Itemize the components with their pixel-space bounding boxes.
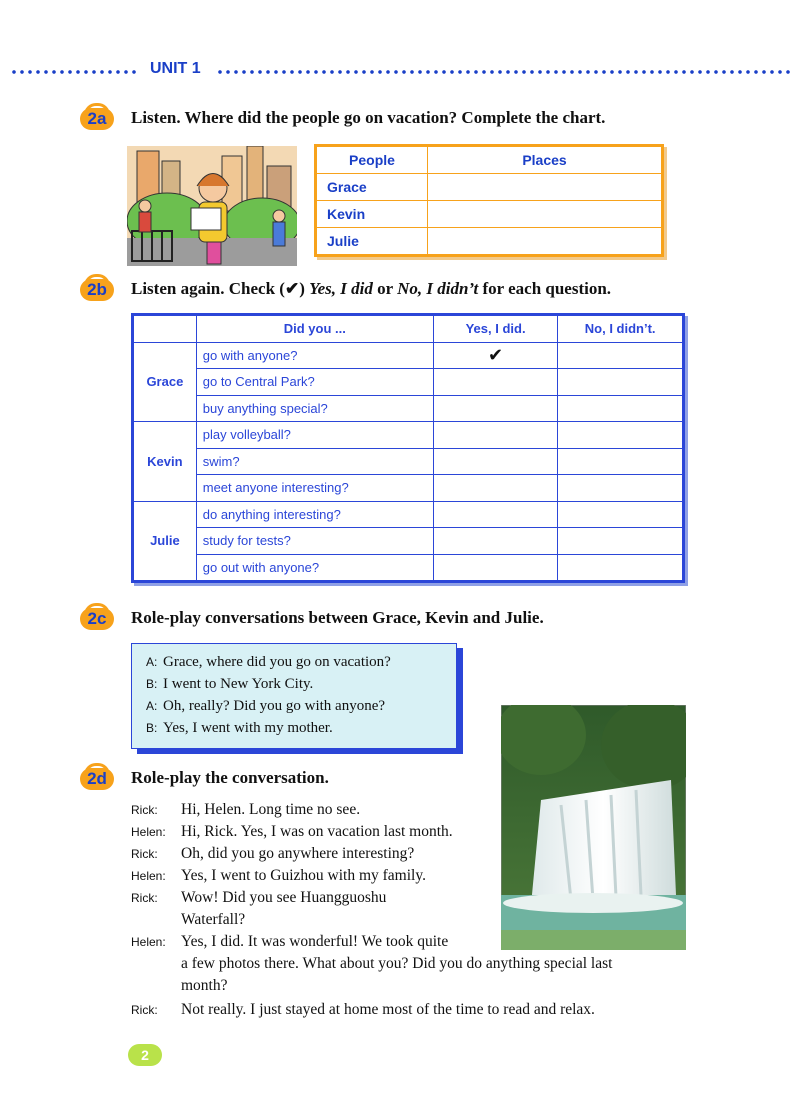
table-2b <box>131 313 685 583</box>
table-2b-no-cell[interactable] <box>558 342 684 369</box>
table-2b-question: do anything interesting? <box>196 501 433 528</box>
badge-2b: 2b <box>80 279 114 301</box>
instruction-2d: Role-play the conversation. <box>131 768 329 787</box>
header-dots-left <box>10 70 140 74</box>
table-2b-yes-cell[interactable] <box>433 448 557 475</box>
dialogue-line: Waterfall? <box>181 911 246 928</box>
badge-2a: 2a <box>80 108 114 130</box>
table-row <box>133 342 684 369</box>
table-2b-no-cell[interactable] <box>558 501 684 528</box>
table-2b-header-question: Did you ... <box>196 315 433 343</box>
speaker-label: Helen: <box>131 825 166 839</box>
table-2b-question: meet anyone interesting? <box>196 475 433 502</box>
table-2b-no-cell[interactable] <box>558 475 684 502</box>
table-2b-header-no: No, I didn’t. <box>558 315 684 343</box>
table-2b-no-cell[interactable] <box>558 528 684 555</box>
instruction-2b: Listen again. Check (✔) Yes, I did or No, I didn’t for each question. <box>131 279 612 298</box>
table-2b-question: play volleyball? <box>196 422 433 449</box>
conversation-2c-box <box>131 643 457 749</box>
conversation-line: B: Yes, I went with my mother. <box>146 720 333 736</box>
table-2b-yes-cell[interactable] <box>433 475 557 502</box>
chart-2a-place-input[interactable] <box>428 201 663 228</box>
chart-2a-header-places: Places <box>428 146 663 174</box>
table-2b-no-cell[interactable] <box>558 554 684 582</box>
unit-label: UNIT 1 <box>150 60 201 77</box>
dialogue-line: Hi, Rick. Yes, I was on vacation last month. <box>181 823 453 840</box>
speaker-label: Rick: <box>131 891 158 905</box>
table-2b-header-blank <box>133 315 197 343</box>
table-2b-no-cell[interactable] <box>558 422 684 449</box>
table-2b-no-cell[interactable] <box>558 448 684 475</box>
table-row <box>133 554 684 582</box>
dialogue-line: month? <box>181 977 228 994</box>
dialogue-line: Yes, I went to Guizhou with my family. <box>181 867 426 884</box>
city-illustration <box>127 146 297 266</box>
speaker-label: Rick: <box>131 847 158 861</box>
chart-2a-person: Grace <box>316 174 428 201</box>
table-row <box>133 369 684 396</box>
table-2b-header-yes: Yes, I did. <box>433 315 557 343</box>
table-row <box>133 395 684 422</box>
table-2b-no-cell[interactable] <box>558 369 684 396</box>
chart-2a-place-input[interactable] <box>428 174 663 201</box>
page-number: 2 <box>128 1044 162 1066</box>
table-2b-question: buy anything special? <box>196 395 433 422</box>
badge-2d: 2d <box>80 768 114 790</box>
table-row <box>133 475 684 502</box>
speaker-label: Helen: <box>131 869 166 883</box>
chart-2a-person: Kevin <box>316 201 428 228</box>
table-row <box>133 422 684 449</box>
chart-2a-person: Julie <box>316 228 428 256</box>
speaker-label: Rick: <box>131 803 158 817</box>
table-2b-name: Julie <box>133 501 197 582</box>
dialogue-line: Hi, Helen. Long time no see. <box>181 801 361 818</box>
table-row <box>133 528 684 555</box>
table-2b-no-cell[interactable] <box>558 395 684 422</box>
table-2b-yes-cell[interactable] <box>433 501 557 528</box>
table-2b-yes-cell[interactable] <box>433 395 557 422</box>
chart-2a <box>314 144 664 257</box>
table-2b-question: study for tests? <box>196 528 433 555</box>
table-2b-yes-cell[interactable] <box>433 528 557 555</box>
table-2b-yes-cell[interactable] <box>433 369 557 396</box>
dialogue-line: Yes, I did. It was wonderful! We took quite <box>181 933 449 950</box>
table-2b-question: swim? <box>196 448 433 475</box>
table-row <box>133 448 684 475</box>
table-2b-yes-cell[interactable] <box>433 342 557 369</box>
chart-2a-header-people: People <box>316 146 428 174</box>
dialogue-line: Wow! Did you see Huangguoshu <box>181 889 387 906</box>
dialogue-line: Oh, did you go anywhere interesting? <box>181 845 415 862</box>
waterfall-photo <box>501 705 686 950</box>
table-2b-question: go out with anyone? <box>196 554 433 582</box>
conversation-line: A: Grace, where did you go on vacation? <box>146 654 391 670</box>
conversation-line: B: I went to New York City. <box>146 676 314 692</box>
badge-2c: 2c <box>80 608 114 630</box>
table-2b-question: go with anyone? <box>196 342 433 369</box>
dialogue-line: Not really. I just stayed at home most of the time to read and relax. <box>181 1001 595 1018</box>
check-mark-icon: ✔ <box>488 344 504 365</box>
table-2b-question: go to Central Park? <box>196 369 433 396</box>
conversation-line: A: Oh, really? Did you go with anyone? <box>146 698 386 714</box>
instruction-2a: Listen. Where did the people go on vacation? Complete the chart. <box>131 108 606 127</box>
table-2b-yes-cell[interactable] <box>433 422 557 449</box>
instruction-2c: Role-play conversations between Grace, Kevin and Julie. <box>131 608 544 627</box>
table-2b-name: Kevin <box>133 422 197 502</box>
table-2b-yes-cell[interactable] <box>433 554 557 582</box>
table-2b-name: Grace <box>133 342 197 422</box>
chart-2a-place-input[interactable] <box>428 228 663 256</box>
speaker-label: Helen: <box>131 935 166 949</box>
header-dots-right <box>216 70 790 74</box>
table-row <box>133 501 684 528</box>
speaker-label: Rick: <box>131 1003 158 1017</box>
dialogue-line: a few photos there. What about you? Did you do anything special last <box>181 955 613 972</box>
